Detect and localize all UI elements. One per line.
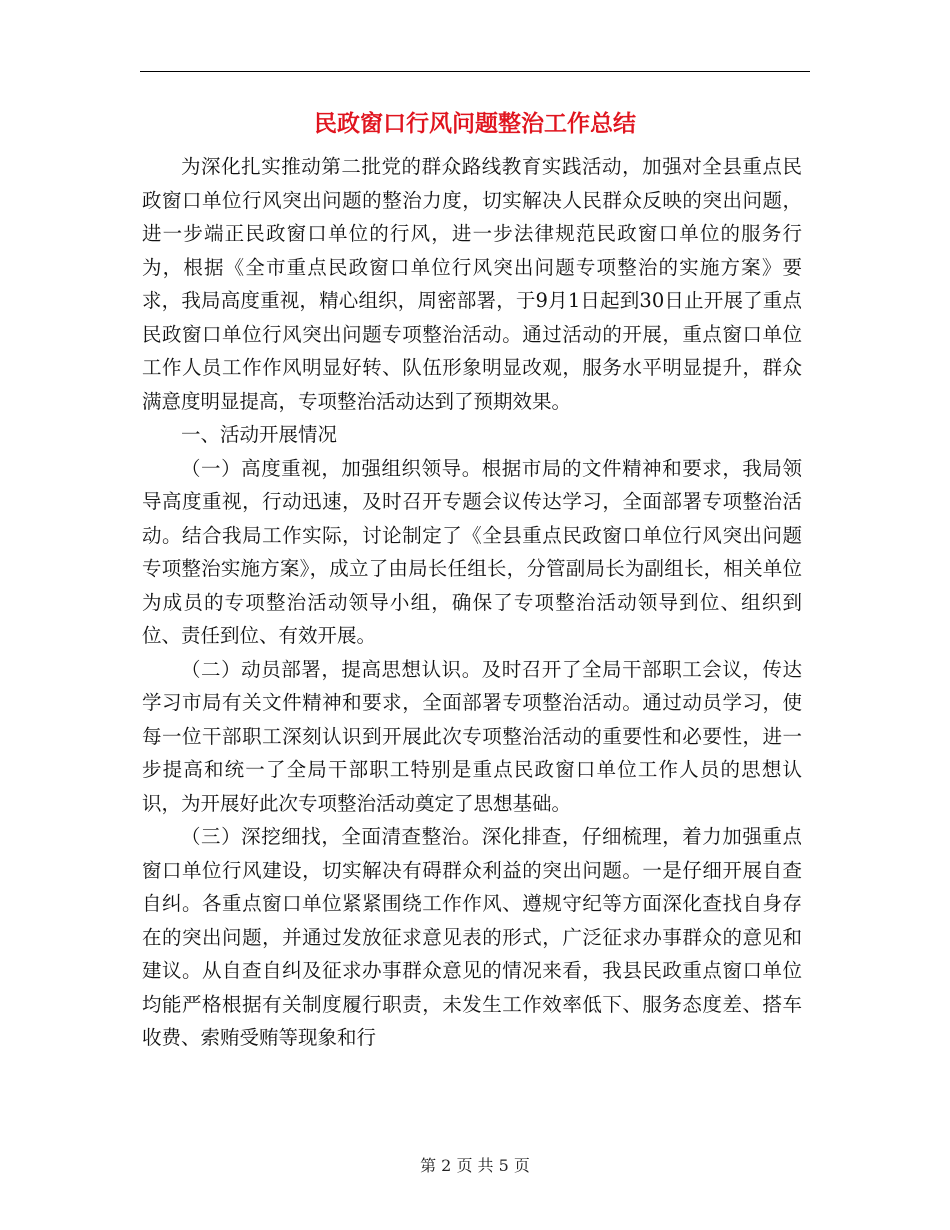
page-number: 第 2 页 共 5 页 [420, 1156, 530, 1175]
document-title: 民政窗口行风问题整治工作总结 [314, 110, 636, 137]
paragraph-intro: 为深化扎实推动第二批党的群众路线教育实践活动，加强对全县重点民政窗口单位行风突出问题的整治力度，切实解决人民群众反映的突出问题，进一步端正民政窗口单位的行风，进一步法律规范民政窗口单位的服务行为，根据《全市重点民政窗口单位行风突出问题专项整治的实施方案》要求，我局高度重视，精心组织，周密部署，于9月1日起到30日止开展了重点民政窗口单位行风突出问题专项整治活动。通过活动的开展，重点窗口单位工作人员工作作风明显好转、队伍形象明显改观，服务水平明显提升，群众满意度明显提高，专项整治活动达到了预期效果。 [142, 155, 802, 413]
paragraph-item-3: （三）深挖细找，全面清查整治。深化排查，仔细梳理，着力加强重点窗口单位行风建设，切实解决有碍群众利益的突出问题。一是仔细开展自查自纠。各重点窗口单位紧紧围绕工作作风、遵规守纪等方面深化查找自身存在的突出问题，并通过发放征求意见表的形式，广泛征求办事群众的意见和建议。从自查自纠及征求办事群众意见的情况来看，我县民政重点窗口单位均能严格根据有关制度履行职责，未发生工作效率低下、服务态度差、搭车收费、索贿受贿等现象和行 [142, 825, 802, 1049]
document-body [142, 150, 802, 1055]
section-heading: 一、活动开展情况 [181, 423, 338, 446]
header-rule [140, 71, 810, 72]
paragraph-item-1: （一）高度重视，加强组织领导。根据市局的文件精神和要求，我局领导高度重视，行动迅速，及时召开专题会议传达学习，全面部署专项整治活动。结合我局工作实际，讨论制定了《全县重点民政窗口单位行风突出问题专项整治实施方案》，成立了由局长任组长，分管副局长为副组长，相关单位为成员的专项整治活动领导小组，确保了专项整治活动领导到位、组织到位、责任到位、有效开展。 [142, 456, 802, 647]
paragraph-item-2: （二）动员部署，提高思想认识。及时召开了全局干部职工会议，传达学习市局有关文件精神和要求，全面部署专项整治活动。通过动员学习，使每一位干部职工深刻认识到开展此次专项整治活动的重要性和必要性，进一步提高和统一了全局干部职工特别是重点民政窗口单位工作人员的思想认识，为开展好此次专项整治活动奠定了思想基础。 [142, 657, 802, 815]
